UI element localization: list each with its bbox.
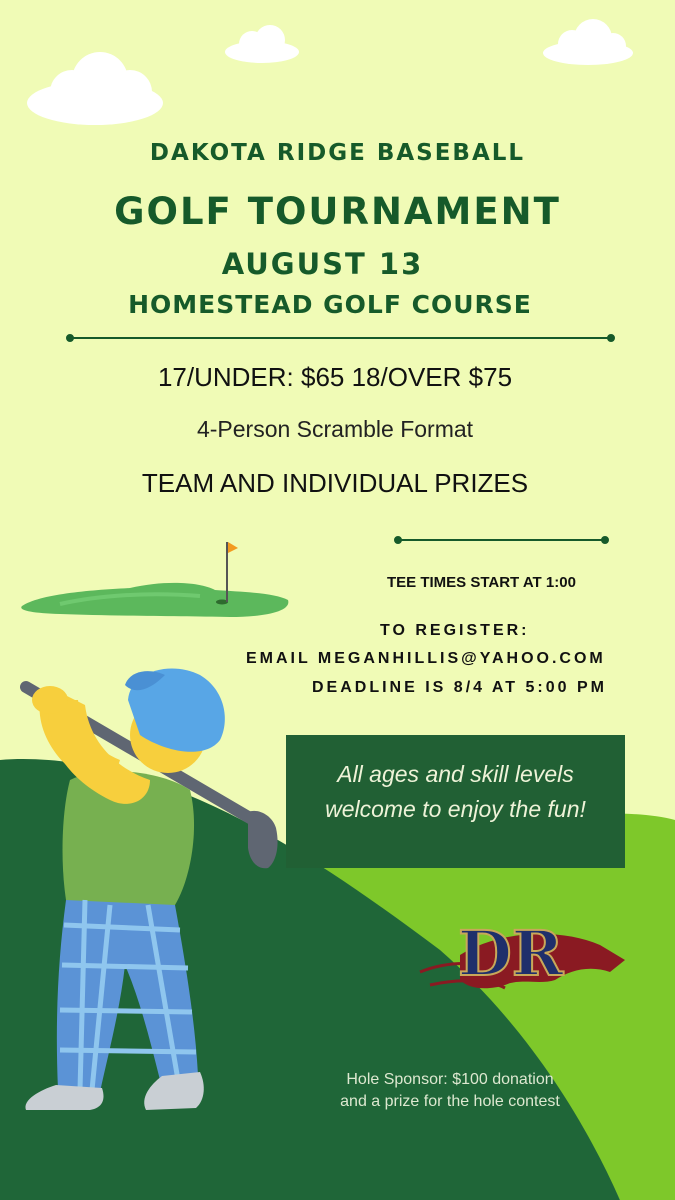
welcome-text [286,757,625,827]
cloud-icon [27,52,163,125]
register-email: EMAIL MEGANHILLIS@YAHOO.COM [246,650,606,667]
event-date: AUGUST 13 [221,247,424,281]
sponsor-line-2: and a prize for the hole contest [340,1093,560,1110]
org-name: DAKOTA RIDGE BASEBALL [149,140,526,166]
cloud-icon [225,25,299,63]
register-heading: TO REGISTER: [380,622,530,639]
divider-line [67,335,615,342]
logo-letters: DR [458,917,564,990]
welcome-line-1: All ages and skill levels [337,761,574,787]
price-info: 17/UNDER: $65 18/OVER $75 [157,362,513,392]
format-info: 4-Person Scramble Format [196,416,474,442]
event-venue: HOMESTEAD GOLF COURSE [128,290,532,319]
putting-green-icon [21,542,288,617]
sponsor-info [305,1069,595,1113]
register-deadline: DEADLINE IS 8/4 AT 5:00 PM [312,679,607,696]
event-title: GOLF TOURNAMENT [114,190,561,233]
sponsor-line-1: Hole Sponsor: $100 donation [346,1071,554,1088]
divider-line [395,537,609,544]
welcome-box [286,735,625,868]
tee-times: TEE TIMES START AT 1:00 [387,574,576,591]
prizes-info: TEAM AND INDIVIDUAL PRIZES [141,468,529,498]
cloud-icon [543,19,633,65]
welcome-line-2: welcome to enjoy the fun! [325,796,586,822]
